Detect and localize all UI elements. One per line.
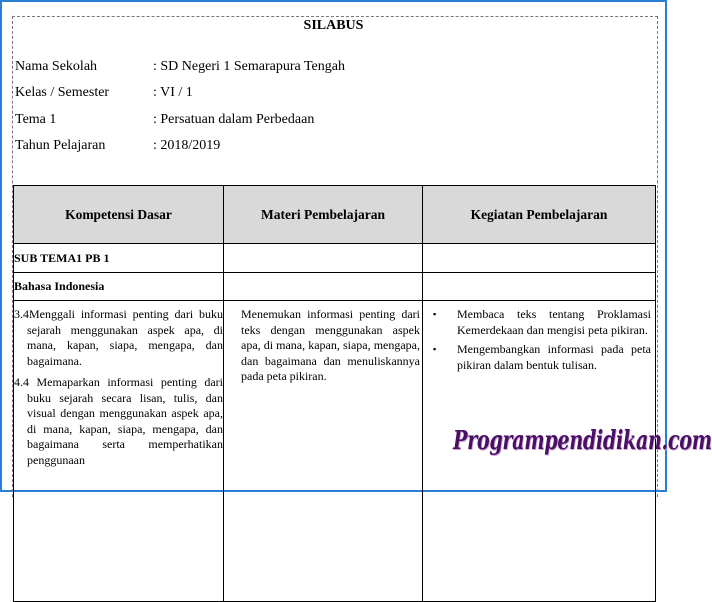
watermark-text: Programpendidikan.com (453, 426, 712, 456)
square-bullet-icon: ▪ (433, 309, 437, 319)
header-kompetensi-dasar: Kompetensi Dasar (14, 186, 224, 244)
info-label: Nama Sekolah (15, 59, 98, 74)
header-materi-pembelajaran: Materi Pembelajaran (224, 186, 423, 244)
info-label: Kelas / Semester (15, 85, 110, 100)
kegiatan-text: Mengembangkan informasi pada peta pikiran dalam bentuk tulisan. (457, 342, 651, 372)
kegiatan-text: Membaca teks tentang Proklamasi Kemerdekaan dan mengisi peta pikiran. (457, 307, 651, 337)
subtema-cell: SUB TEMA1 PB 1 (14, 244, 224, 273)
empty-cell (423, 273, 656, 301)
info-label: Tahun Pelajaran (15, 138, 106, 153)
materi-text: Menemukan informasi penting dari teks dengan menggunakan aspek apa, di mana, kapan, siapa, mengapa, dan bagaimana dan menuliskannya pada peta pikiran. (241, 307, 420, 383)
table-header-row (14, 186, 656, 244)
subject-cell: Bahasa Indonesia (14, 273, 224, 301)
materi-cell (224, 301, 423, 602)
info-value: : 2018/2019 (153, 138, 221, 153)
empty-cell (224, 273, 423, 301)
info-value: : SD Negeri 1 Semarapura Tengah (153, 59, 345, 74)
square-bullet-icon: ▪ (433, 344, 437, 354)
info-row-theme (15, 112, 314, 128)
info-row-school (15, 59, 345, 75)
table-row (14, 273, 656, 301)
info-value: : VI / 1 (153, 85, 193, 100)
empty-cell (423, 244, 656, 273)
syllabus-table (13, 185, 656, 602)
kd-item: 4.4 Memaparkan informasi penting dari buku sejarah secara lisan, tulis, dan visual dengan menggunakan aspek apa, di mana, kapan, siapa, mengapa, dan bagaimana serta memperhatikan penggunaan (14, 375, 223, 467)
kd-item: 3.4Menggali informasi penting dari buku sejarah menggunakan aspek apa, di mana, kapan, siapa, mengapa, dan bagaimana. (14, 307, 223, 368)
info-row-year (15, 138, 220, 154)
header-kegiatan-pembelajaran: Kegiatan Pembelajaran (423, 186, 656, 244)
info-value: : Persatuan dalam Perbedaan (153, 112, 315, 127)
empty-cell (224, 244, 423, 273)
kompetensi-dasar-cell (14, 301, 224, 602)
info-label: Tema 1 (15, 112, 57, 127)
info-row-class (15, 85, 193, 101)
list-item (433, 307, 651, 338)
list-item (433, 342, 651, 373)
document-title: SILABUS (303, 18, 364, 33)
table-row (14, 244, 656, 273)
